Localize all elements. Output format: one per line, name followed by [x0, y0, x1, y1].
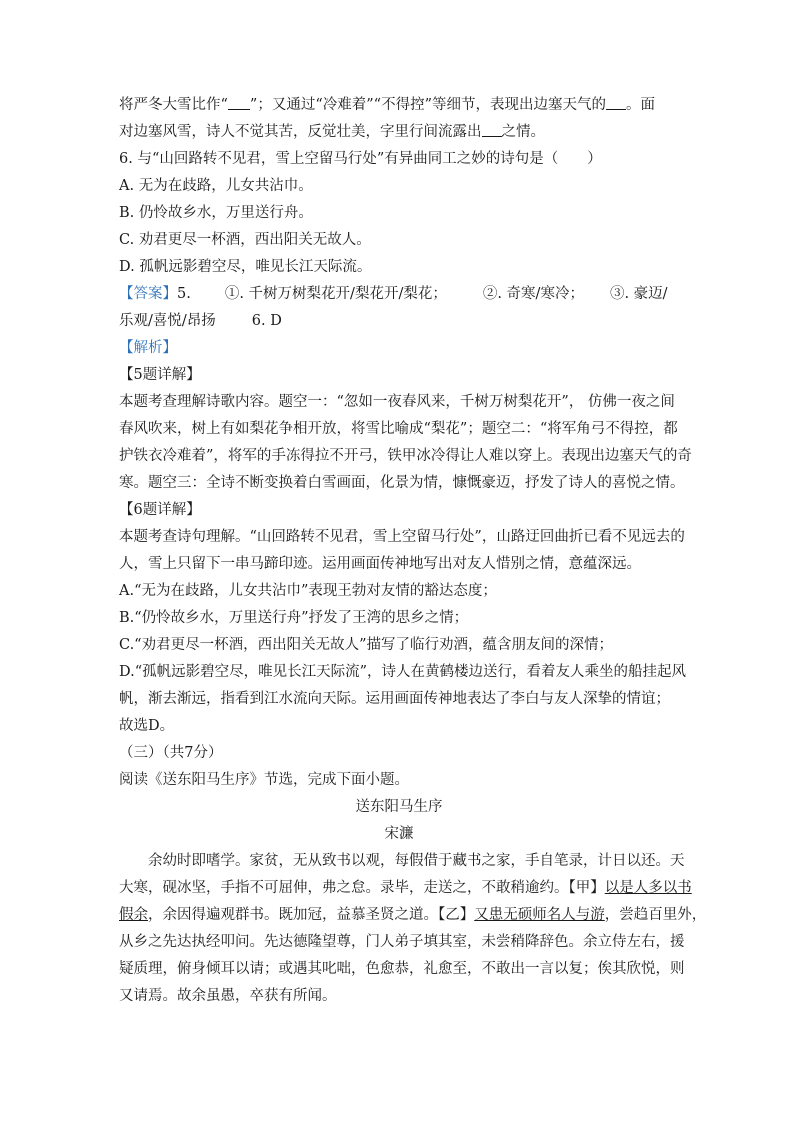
question-6: 6. 与“山回路转不见君，雪上空留马行处”有异曲同工之妙的诗句是（ ） — [119, 151, 602, 167]
text-line: B.“仍怜故乡水，万里送行舟”抒发了王湾的思乡之情； — [119, 610, 469, 626]
text-line: 故选D。 — [119, 718, 175, 734]
answer-tag: 【答案】 — [119, 286, 177, 302]
passage-title: 送东阳马生序 — [355, 799, 443, 815]
passage-line: 又请焉。故余虽愚，卒获有所闻。 — [119, 988, 337, 1004]
fill-blank — [228, 94, 250, 110]
option-a: A. 无为在歧路，儿女共沾巾。 — [119, 178, 313, 194]
text-line: 人，雪上只留下一串马蹄印迹。运用画面传神地写出对友人惜别之情，意蕴深远。 — [119, 556, 641, 572]
option-c: C. 劝君更尽一杯酒，西出阳关无故人。 — [119, 232, 371, 248]
text-line: 护铁衣冷难着”，将军的手冻得拉不开弓，铁甲冰冷得让人难以穿上。表现出边塞天气的奇 — [119, 448, 692, 464]
analysis-tag: 【解析】 — [119, 340, 177, 356]
passage-line: 假余，余因得遍观群书。既加冠，益慕圣贤之道。【乙】又患无硕师名人与游，尝趋百里外， — [119, 907, 707, 923]
q5-heading: 【5题详解】 — [119, 367, 201, 383]
passage-line: 余幼时即嗜学。家贫，无从致书以观，每假借于藏书之家，手自笔录，计日以还。天 — [148, 853, 685, 869]
fill-blank — [482, 121, 502, 137]
option-d: D. 孤帆远影碧空尽，唯见长江天际流。 — [119, 259, 372, 275]
passage-author: 宋濂 — [384, 826, 414, 842]
passage-line: 疑质理，俯身倾耳以请；或遇其叱咄，色愈恭，礼愈至，不敢出一言以复；俟其欣悦，则 — [119, 961, 685, 977]
passage-line: 大寒，砚冰坚，手指不可屈伸，弗之怠。录毕，走送之，不敢稍逾约。【甲】以是人多以书 — [119, 880, 692, 896]
text-line: 帆，渐去渐远，指看到江水流向天际。运用画面传神地表达了李白与友人深挚的情谊； — [119, 691, 670, 707]
text-line: 将严冬大雪比作“ ”；又通过“冷难着”“不得控”等细节，表现出边塞天气的 。面 — [119, 92, 679, 119]
fill-blank — [606, 94, 626, 110]
document-body — [119, 92, 707, 1010]
text-line: A.“无为在歧路，儿女共沾巾”表现王勃对友情的豁达态度； — [119, 583, 497, 599]
answer-line: 乐观/喜悦/昂扬 6. D — [119, 313, 282, 329]
text-line: 本题考查理解诗歌内容。题空一：“忽如一夜春风来，千树万树梨花开”， 仿佛一夜之间 — [119, 394, 675, 410]
passage-line: 从乡之先达执经叩问。先达德隆望尊，门人弟子填其室，未尝稍降辞色。余立侍左右，援 — [119, 934, 685, 950]
text-line: 寒。题空三：全诗不断变换着白雪画面，化景为情，慷慨豪迈，抒发了诗人的喜悦之情。 — [119, 475, 685, 491]
option-b: B. 仍怜故乡水，万里送行舟。 — [119, 205, 313, 221]
text-line: 本题考查诗句理解。“山回路转不见君，雪上空留马行处”，山路迂回曲折已看不见远去的 — [119, 529, 685, 545]
section-intro: 阅读《送东阳马生序》节选，完成下面小题。 — [119, 772, 409, 788]
q6-heading: 【6题详解】 — [119, 502, 201, 518]
text-line: 春风吹来，树上有如梨花争相开放，将雪比喻成“梨花”；题空二：“将军角弓不得控，都 — [119, 421, 678, 437]
underlined-sentence-a: 以是人多以书 — [604, 880, 692, 896]
underlined-sentence-b: 又患无硕师名人与游 — [474, 907, 605, 923]
text-line: C.“劝君更尽一杯酒，西出阳关无故人”描写了临行劝酒，蕴含朋友间的深情； — [119, 637, 614, 653]
section-heading: （三）（共7分） — [119, 745, 223, 761]
text-line: 对边塞风雪，诗人不觉其苦，反觉壮美，字里行间流露出 之情。 — [119, 119, 679, 146]
underlined-sentence-a: 假余 — [119, 907, 148, 923]
answer-line: 【答案】5. ①. 千树万树梨花开/梨花开/梨花； ②. 奇寒/寒冷； ③. 豪迈/ — [119, 286, 668, 302]
text-line: D.“孤帆远影碧空尽，唯见长江天际流”，诗人在黄鹤楼边送行，看着友人乘坐的船挂起风 — [119, 664, 687, 680]
